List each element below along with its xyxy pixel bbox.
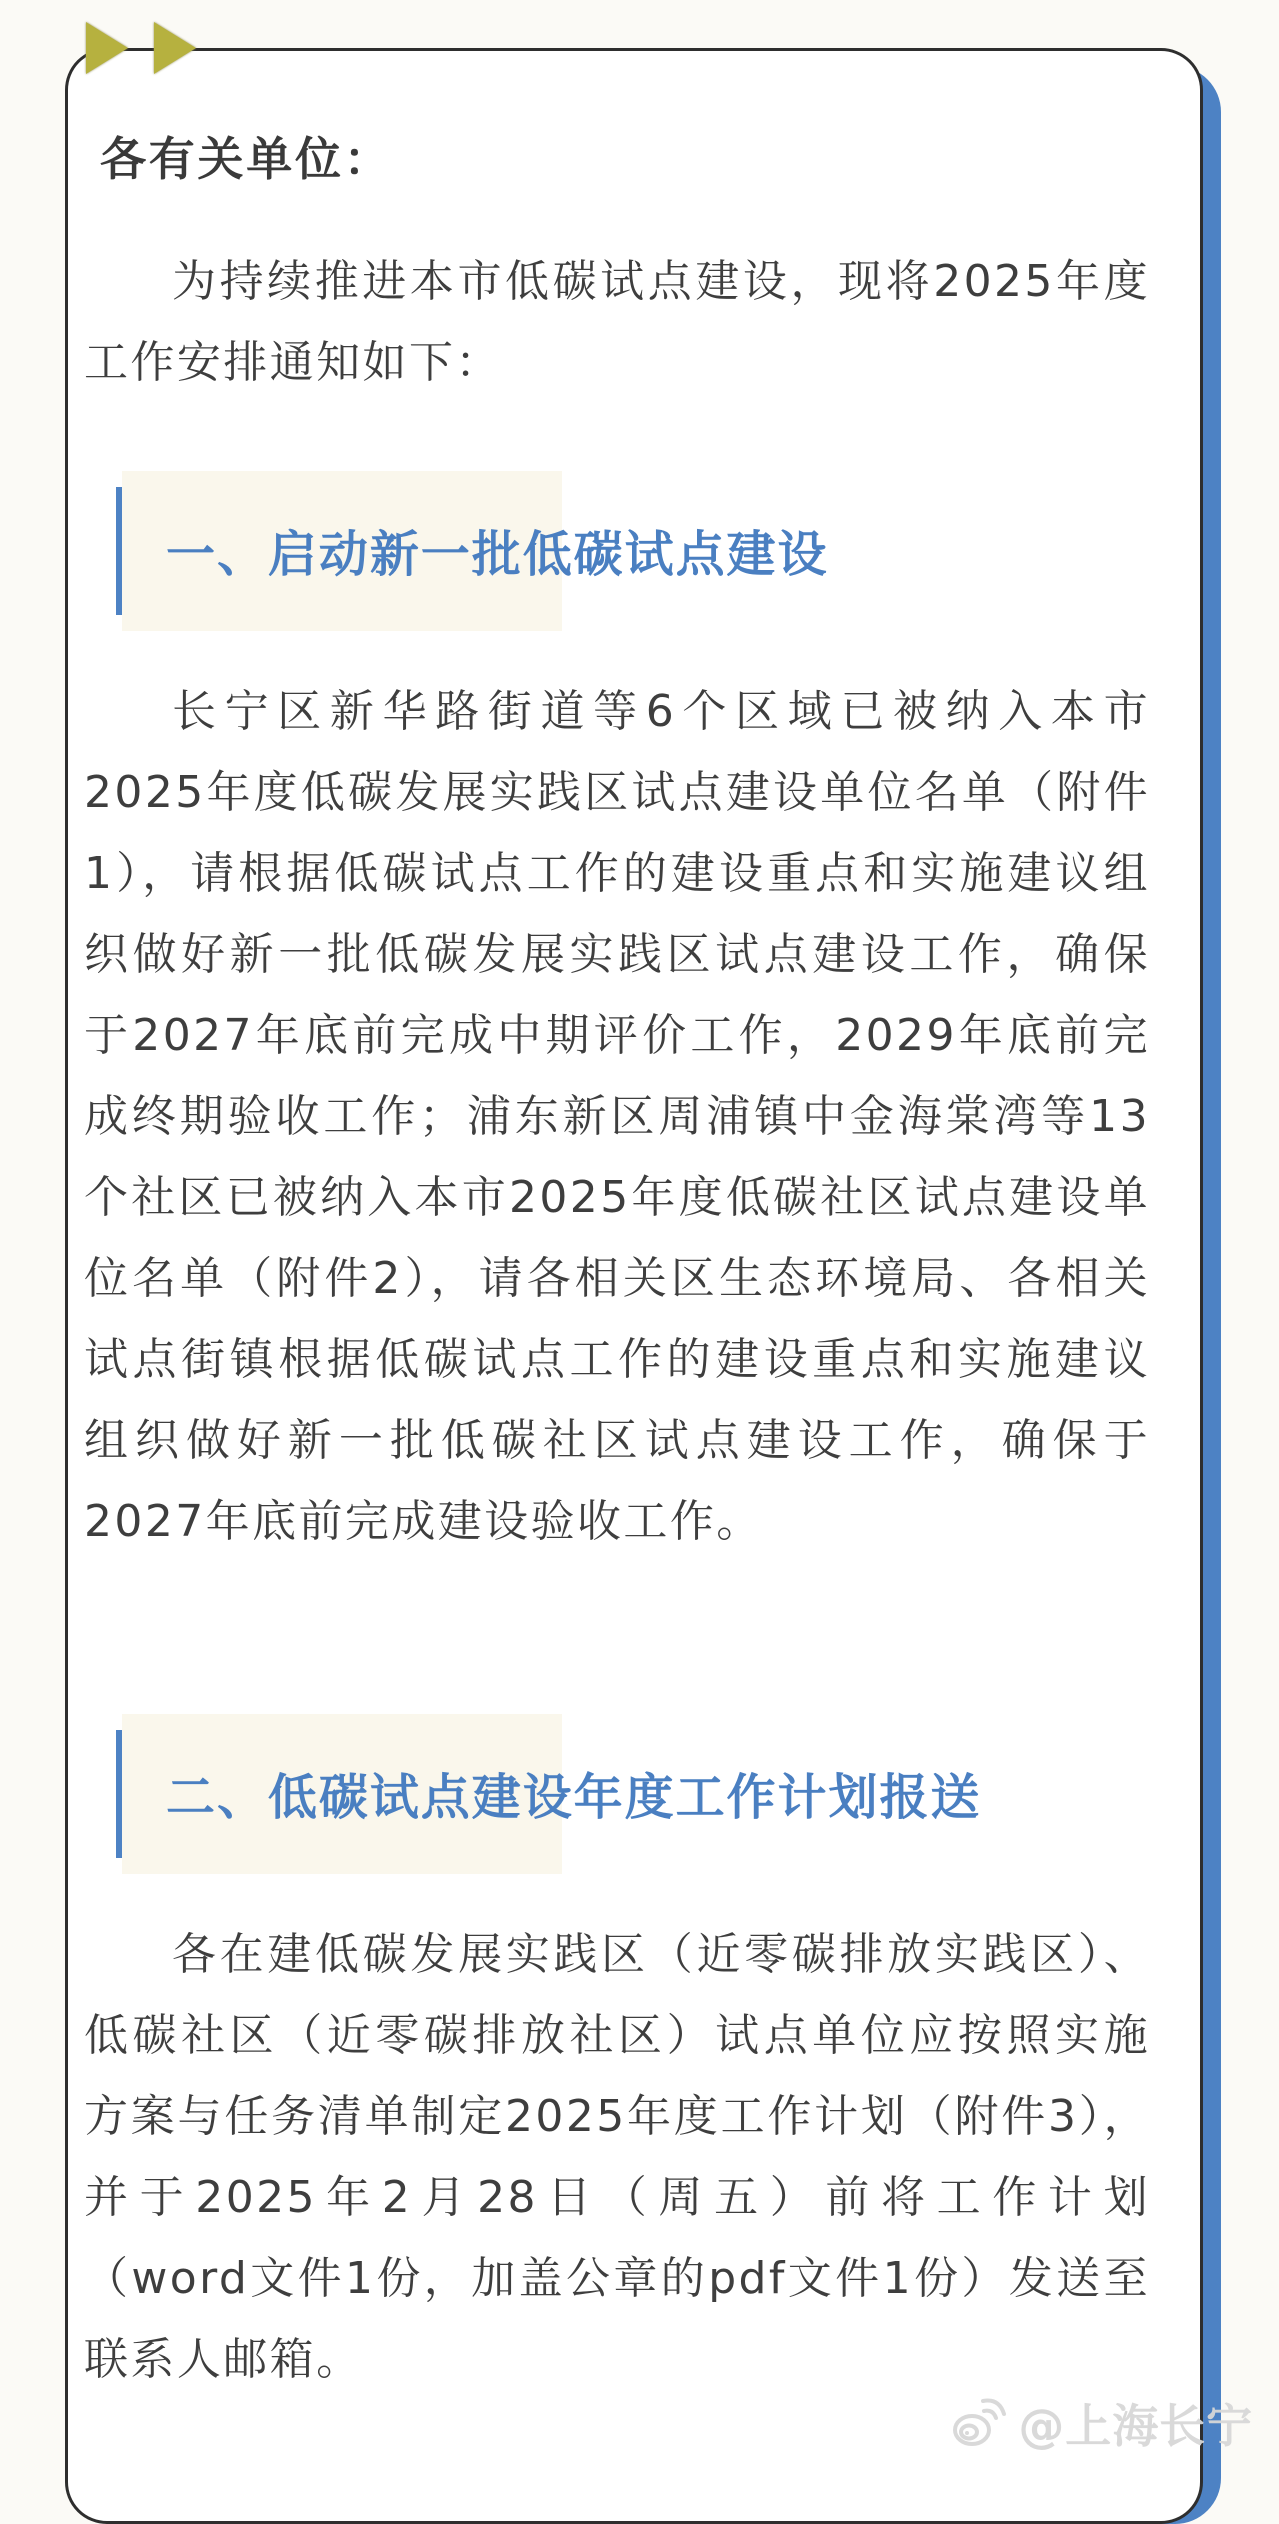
salutation: 各有关单位： <box>100 132 393 186</box>
section-2-heading: 二、低碳试点建设年度工作计划报送 <box>166 1769 982 1826</box>
section-1-heading: 一、启动新一批低碳试点建设 <box>166 526 829 583</box>
arrow-right-icon <box>154 22 196 74</box>
section-2-body: 各在建低碳发展实践区（近零碳排放实践区）、低碳社区（近零碳排放社区）试点单位应按照实施方案与任务清单制定2025年度工作计划（附件3），并于2025年2月28日（周五）前将工作计划（word文件1份，加盖公章的pdf文件1份）发送至联系人邮箱。 <box>84 1929 1150 2385</box>
section-2-header <box>116 1730 1150 1858</box>
notice-card <box>65 48 1203 2524</box>
watermark-label: @上海长宁 <box>1018 2399 1253 2453</box>
intro-paragraph: 为持续推进本市低碳试点建设，现将2025年度工作安排通知如下： <box>84 256 1150 388</box>
section-1 <box>84 487 1150 1562</box>
section-1-body: 长宁区新华路街道等6个区域已被纳入本市2025年度低碳发展实践区试点建设单位名单（附件1），请根据低碳试点工作的建设重点和实施建议组织做好新一批低碳发展实践区试点建设工作，确保于2027年底前完成中期评价工作，2029年底前完成终期验收工作；浦东新区周浦镇中金海棠湾等13个社区已被纳入本市2025年度低碳社区试点建设单位名单（附件2），请各相关区生态环境局、各相关试点街镇根据低碳试点工作的建设重点和实施建议组织做好新一批低碳社区试点建设工作，确保于2027年底前完成建设验收工作。 <box>84 686 1150 1547</box>
section-1-header <box>116 487 1150 615</box>
section-2 <box>84 1730 1150 2400</box>
arrow-right-icon <box>86 22 128 74</box>
forward-arrows-decoration <box>86 22 196 74</box>
